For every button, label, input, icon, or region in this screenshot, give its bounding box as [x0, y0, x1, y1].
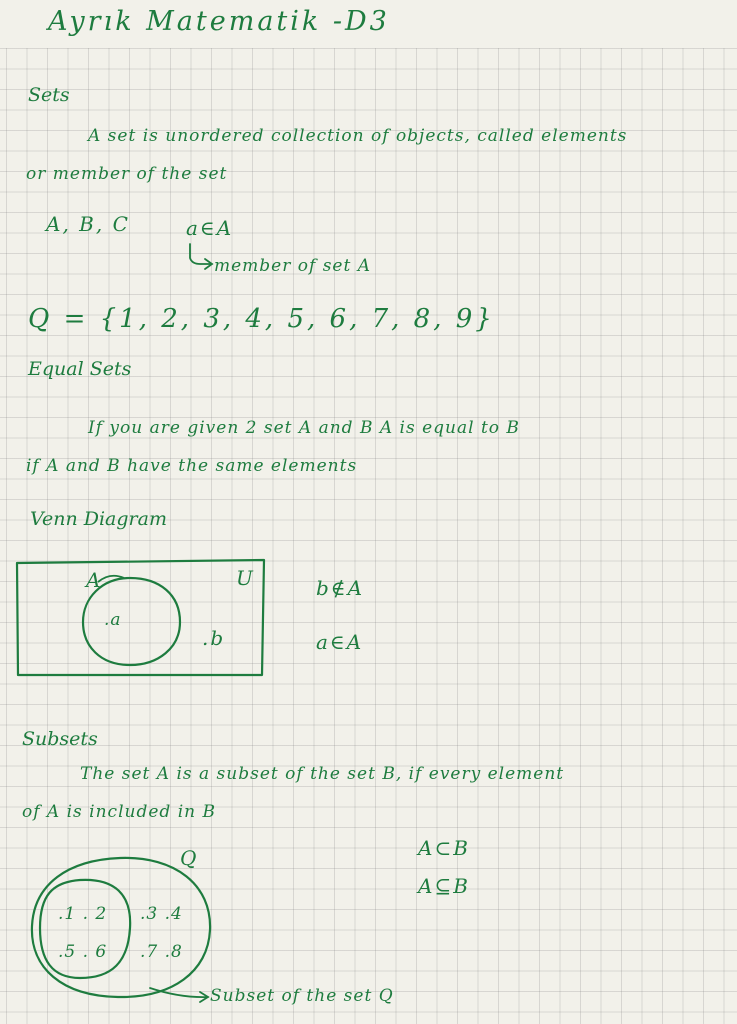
equal-sets-heading: Equal Sets [28, 358, 132, 380]
venn-note-member: a∈A [316, 630, 364, 654]
membership-notation: a∈A [186, 216, 234, 240]
subset-or-equal-notation: A⊆B [418, 874, 470, 898]
membership-note: member of set A [214, 256, 372, 276]
sets-heading: Sets [28, 84, 70, 106]
subset-inner-circle [40, 880, 130, 978]
set-example: Q = {1, 2, 3, 4, 5, 6, 7, 8, 9} [28, 304, 495, 334]
equal-sets-line1: If you are given 2 set A and B A is equal to B [88, 418, 520, 438]
equal-sets-line2: if A and B have the same elements [26, 456, 358, 476]
sets-definition-line1: A set is unordered collection of objects, called elements [88, 126, 628, 146]
subset-outer-circle [32, 858, 210, 997]
subset-inner-row2: .5 . 6 [58, 942, 108, 962]
subset-outer-row1: .3 .4 [140, 904, 183, 924]
subset-outer-row2: .7 .8 [140, 942, 183, 962]
venn-note-not-member: b∉A [316, 576, 365, 600]
venn-point-b: .b [202, 626, 226, 650]
set-names: A, B, C [46, 212, 130, 236]
venn-heading: Venn Diagram [30, 508, 167, 530]
subset-arrow-note: Subset of the set Q [210, 986, 394, 1006]
venn-point-a: .a [104, 610, 122, 630]
subsets-heading: Subsets [22, 728, 98, 750]
sets-definition-line2: or member of the set [26, 164, 228, 184]
subset-inner-row1: .1 . 2 [58, 904, 108, 924]
venn-set-label: A [86, 568, 103, 592]
subsets-line1: The set A is a subset of the set B, if every element [80, 764, 565, 784]
subset-notation: A⊂B [418, 836, 470, 860]
venn-universe-label: U [236, 566, 255, 590]
venn-universe-rectangle [17, 560, 264, 675]
venn-set-circle [83, 578, 180, 665]
page-title: Ayrık Matematik -D3 [48, 6, 390, 37]
subset-q-label: Q [180, 846, 199, 870]
subsets-line2: of A is included in B [22, 802, 216, 822]
